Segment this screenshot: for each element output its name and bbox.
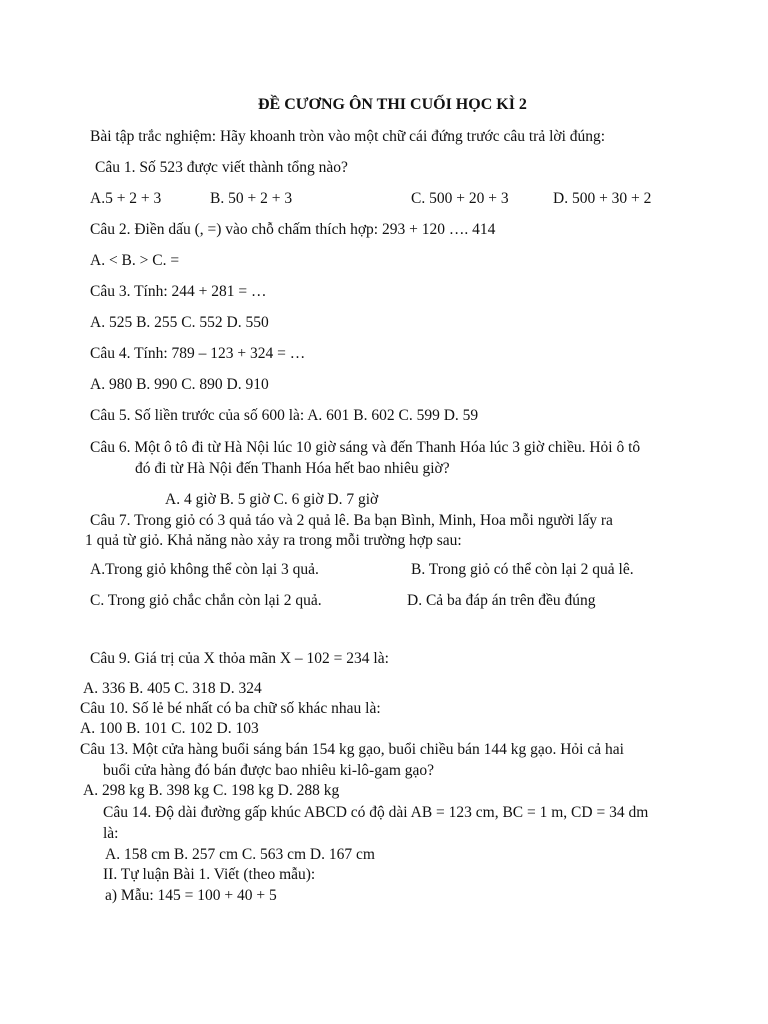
q7-option-b: B. Trong giỏ có thể còn lại 2 quả lê.	[411, 561, 634, 578]
q1-option-d: D. 500 + 30 + 2	[553, 190, 652, 207]
question-13-line-2: buổi cửa hàng đó bán được bao nhiêu ki-lô-gam gạo?	[103, 762, 435, 779]
question-2: Câu 2. Điền dấu (, =) vào chỗ chấm thích hợp: 293 + 120 …. 414	[90, 221, 496, 238]
q9-options: A. 336 B. 405 C. 318 D. 324	[83, 680, 262, 697]
question-10: Câu 10. Số lẻ bé nhất có ba chữ số khác nhau là:	[80, 700, 381, 717]
question-13-line-1: Câu 13. Một cửa hàng buổi sáng bán 154 kg gạo, buổi chiều bán 144 kg gạo. Hỏi cả hai	[80, 741, 624, 758]
page-title: ĐỀ CƯƠNG ÔN THI CUỐI HỌC KÌ 2	[258, 96, 527, 113]
question-7-line-2: 1 quả từ giỏ. Khả năng nào xảy ra trong mỗi trường hợp sau:	[85, 532, 462, 549]
question-14-line-2: là:	[103, 825, 119, 842]
q7-option-d: D. Cả ba đáp án trên đều đúng	[407, 592, 596, 609]
q14-options: A. 158 cm B. 257 cm C. 563 cm D. 167 cm	[105, 846, 375, 863]
q1-option-c: C. 500 + 20 + 3	[411, 190, 509, 207]
q3-options: A. 525 B. 255 C. 552 D. 550	[90, 314, 269, 331]
question-3: Câu 3. Tính: 244 + 281 = …	[90, 283, 267, 300]
question-9: Câu 9. Giá trị của X thỏa mãn X – 102 = 234 là:	[90, 650, 389, 667]
q4-options: A. 980 B. 990 C. 890 D. 910	[90, 376, 269, 393]
q7-option-c: C. Trong giỏ chắc chắn còn lại 2 quả.	[90, 592, 322, 609]
part-2-example: a) Mẫu: 145 = 100 + 40 + 5	[105, 887, 277, 904]
part-2-heading: II. Tự luận Bài 1. Viết (theo mẫu):	[103, 866, 316, 883]
question-1: Câu 1. Số 523 được viết thành tổng nào?	[95, 159, 348, 176]
q1-option-b: B. 50 + 2 + 3	[210, 190, 293, 207]
q10-options: A. 100 B. 101 C. 102 D. 103	[80, 720, 259, 737]
q13-options: A. 298 kg B. 398 kg C. 198 kg D. 288 kg	[83, 782, 340, 799]
question-14-line-1: Câu 14. Độ dài đường gấp khúc ABCD có độ dài AB = 123 cm, BC = 1 m, CD = 34 dm	[103, 804, 649, 821]
question-6-line-1: Câu 6. Một ô tô đi từ Hà Nội lúc 10 giờ sáng và đến Thanh Hóa lúc 3 giờ chiều. Hỏi ô tô	[90, 439, 641, 456]
instruction-text: Bài tập trắc nghiệm: Hãy khoanh tròn vào một chữ cái đứng trước câu trả lời đúng:	[90, 128, 606, 145]
q1-option-a: A.5 + 2 + 3	[90, 190, 162, 207]
question-7-line-1: Câu 7. Trong giỏ có 3 quả táo và 2 quả lê. Ba bạn Bình, Minh, Hoa mỗi người lấy ra	[90, 512, 613, 529]
question-4: Câu 4. Tính: 789 – 123 + 324 = …	[90, 345, 306, 362]
q2-options: A. < B. > C. =	[90, 252, 180, 269]
q7-option-a: A.Trong giỏ không thể còn lại 3 quả.	[90, 561, 319, 578]
question-5: Câu 5. Số liền trước của số 600 là: A. 601 B. 602 C. 599 D. 59	[90, 407, 479, 424]
q6-options: A. 4 giờ B. 5 giờ C. 6 giờ D. 7 giờ	[165, 491, 379, 508]
question-6-line-2: đó đi từ Hà Nội đến Thanh Hóa hết bao nhiêu giờ?	[135, 460, 450, 477]
